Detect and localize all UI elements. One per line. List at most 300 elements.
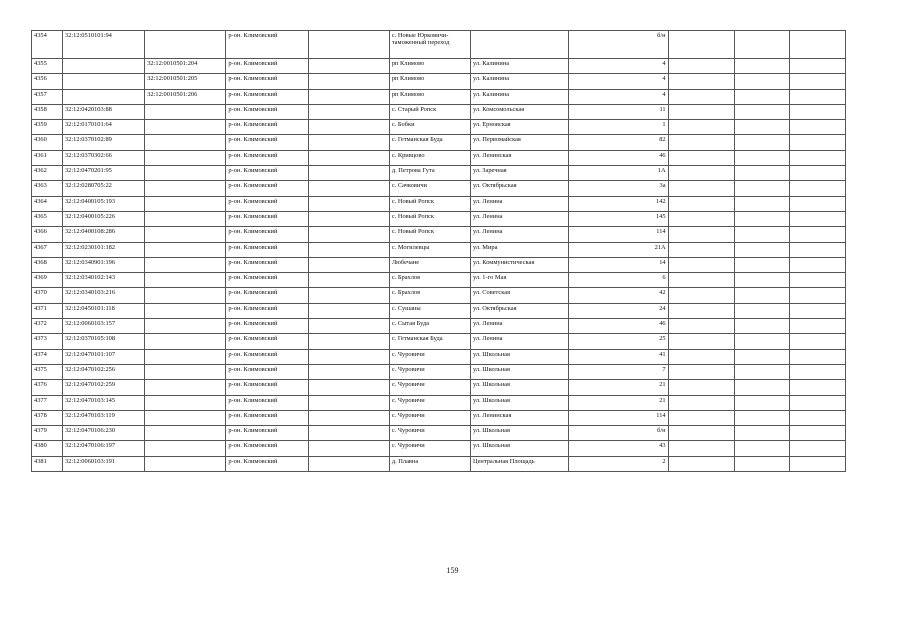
- cell-empty: [308, 334, 389, 349]
- cell-house-number: 114: [569, 227, 668, 242]
- cell-cadastral-number-building: [145, 273, 226, 288]
- cell-street: ул. Школьная: [470, 426, 568, 441]
- cell-empty: [308, 288, 389, 303]
- cell-street: ул. Ленина: [470, 227, 568, 242]
- cell-street: ул. Школьная: [470, 395, 568, 410]
- cell-empty: [668, 364, 734, 379]
- cell-cadastral-number: 32:12:0370302:66: [62, 150, 144, 165]
- cell-house-number: б/н: [569, 426, 668, 441]
- cell-empty: [668, 441, 734, 456]
- cell-settlement: с. Чуровичи: [389, 395, 470, 410]
- cell-record-id: 4362: [32, 166, 63, 181]
- cell-empty: [308, 211, 389, 226]
- cell-district: р-он. Климовский: [226, 120, 308, 135]
- table-row: [32, 426, 846, 441]
- cell-empty: [790, 364, 846, 379]
- cell-record-id: 4366: [32, 227, 63, 242]
- cell-house-number: 43: [569, 441, 668, 456]
- cell-empty: [734, 211, 790, 226]
- cell-empty: [790, 395, 846, 410]
- cell-cadastral-number-building: [145, 227, 226, 242]
- cell-cadastral-number: 32:12:0370105:108: [62, 334, 144, 349]
- cell-empty: [734, 410, 790, 425]
- cell-empty: [734, 227, 790, 242]
- cell-empty: [308, 181, 389, 196]
- cell-empty: [790, 456, 846, 471]
- cell-street: ул. Ленина: [470, 211, 568, 226]
- cell-empty: [308, 166, 389, 181]
- cell-empty: [668, 59, 734, 74]
- cell-empty: [668, 334, 734, 349]
- cell-empty: [734, 166, 790, 181]
- cell-empty: [308, 257, 389, 272]
- cell-settlement: с. Бобки: [389, 120, 470, 135]
- cell-empty: [668, 181, 734, 196]
- cell-empty: [308, 349, 389, 364]
- cell-settlement: рп Климово: [389, 89, 470, 104]
- cell-record-id: 4376: [32, 380, 63, 395]
- cell-house-number: 4: [569, 74, 668, 89]
- cell-house-number: 145: [569, 211, 668, 226]
- cell-empty: [668, 120, 734, 135]
- cell-settlement: с. Новый Ропск: [389, 227, 470, 242]
- cell-district: р-он. Климовский: [226, 74, 308, 89]
- table-row: [32, 104, 846, 119]
- cell-street: ул. Ленина: [470, 319, 568, 334]
- table-row: [32, 349, 846, 364]
- cell-record-id: 4377: [32, 395, 63, 410]
- table-row: [32, 31, 846, 59]
- cell-empty: [734, 395, 790, 410]
- cell-cadastral-number-building: [145, 135, 226, 150]
- table-row: [32, 227, 846, 242]
- cell-empty: [734, 120, 790, 135]
- register-table: [31, 30, 846, 472]
- cell-empty: [668, 150, 734, 165]
- cell-district: р-он. Климовский: [226, 211, 308, 226]
- cell-empty: [734, 441, 790, 456]
- cell-empty: [668, 395, 734, 410]
- table-row: [32, 334, 846, 349]
- cell-cadastral-number: 32:12:0470103:119: [62, 410, 144, 425]
- cell-district: р-он. Климовский: [226, 59, 308, 74]
- table-row: [32, 166, 846, 181]
- cell-empty: [790, 242, 846, 257]
- table-row: [32, 196, 846, 211]
- cell-empty: [790, 288, 846, 303]
- cell-cadastral-number: 32:12:0450101:118: [62, 303, 144, 318]
- cell-street: ул. Первомайская: [470, 135, 568, 150]
- cell-empty: [308, 150, 389, 165]
- cell-record-id: 4355: [32, 59, 63, 74]
- cell-cadastral-number-building: [145, 319, 226, 334]
- cell-district: р-он. Климовский: [226, 395, 308, 410]
- cell-house-number: 25: [569, 334, 668, 349]
- cell-district: р-он. Климовский: [226, 456, 308, 471]
- cell-house-number: 41: [569, 349, 668, 364]
- cell-empty: [308, 364, 389, 379]
- cell-settlement: с. Чуровичи: [389, 410, 470, 425]
- cell-empty: [308, 410, 389, 425]
- cell-empty: [308, 273, 389, 288]
- table-row: [32, 364, 846, 379]
- table-row: [32, 120, 846, 135]
- cell-empty: [308, 196, 389, 211]
- cell-record-id: 4365: [32, 211, 63, 226]
- cell-house-number: б/н: [569, 31, 668, 59]
- cell-empty: [308, 74, 389, 89]
- cell-house-number: 6: [569, 273, 668, 288]
- cell-street: ул. Школьная: [470, 441, 568, 456]
- cell-cadastral-number: 32:12:0470201:95: [62, 166, 144, 181]
- cell-empty: [734, 89, 790, 104]
- cell-empty: [668, 104, 734, 119]
- cell-district: р-он. Климовский: [226, 227, 308, 242]
- cell-cadastral-number: 32:12:0060103:157: [62, 319, 144, 334]
- table-row: [32, 59, 846, 74]
- cell-empty: [790, 410, 846, 425]
- cell-empty: [308, 104, 389, 119]
- cell-cadastral-number-building: [145, 31, 226, 59]
- cell-house-number: 21А: [569, 242, 668, 257]
- cell-house-number: 21: [569, 380, 668, 395]
- cell-record-id: 4379: [32, 426, 63, 441]
- cell-house-number: 3а: [569, 181, 668, 196]
- cell-house-number: 11: [569, 104, 668, 119]
- cell-cadastral-number: 32:12:0340103:216: [62, 288, 144, 303]
- cell-settlement: с. Чуровичи: [389, 426, 470, 441]
- cell-street: ул. Ленина: [470, 196, 568, 211]
- cell-cadastral-number-building: [145, 181, 226, 196]
- cell-district: р-он. Климовский: [226, 104, 308, 119]
- cell-settlement: с. Сачковичи: [389, 181, 470, 196]
- cell-district: р-он. Климовский: [226, 319, 308, 334]
- table-row: [32, 257, 846, 272]
- cell-empty: [790, 150, 846, 165]
- cell-record-id: 4363: [32, 181, 63, 196]
- table-row: [32, 319, 846, 334]
- cell-street: ул. Школьная: [470, 349, 568, 364]
- cell-empty: [308, 319, 389, 334]
- cell-cadastral-number: [62, 89, 144, 104]
- cell-cadastral-number: 32:12:0060103:191: [62, 456, 144, 471]
- cell-empty: [734, 334, 790, 349]
- cell-empty: [734, 242, 790, 257]
- cell-record-id: 4372: [32, 319, 63, 334]
- cell-record-id: 4361: [32, 150, 63, 165]
- cell-record-id: 4375: [32, 364, 63, 379]
- cell-cadastral-number: 32:12:0170101:64: [62, 120, 144, 135]
- cell-district: р-он. Климовский: [226, 242, 308, 257]
- cell-street: ул. Ленинская: [470, 410, 568, 425]
- cell-settlement: с. Гетманская Буда: [389, 334, 470, 349]
- cell-cadastral-number-building: [145, 395, 226, 410]
- cell-cadastral-number-building: [145, 364, 226, 379]
- cell-cadastral-number: 32:12:0400108:286: [62, 227, 144, 242]
- cell-cadastral-number: 32:12:0280705:22: [62, 181, 144, 196]
- cell-house-number: 1: [569, 120, 668, 135]
- cell-record-id: 4357: [32, 89, 63, 104]
- cell-house-number: 42: [569, 288, 668, 303]
- cell-cadastral-number-building: [145, 211, 226, 226]
- cell-district: р-он. Климовский: [226, 334, 308, 349]
- cell-settlement: с. Новый Ропск: [389, 196, 470, 211]
- cell-district: р-он. Климовский: [226, 89, 308, 104]
- cell-empty: [734, 456, 790, 471]
- cell-street: ул. Октябрьская: [470, 303, 568, 318]
- cell-district: р-он. Климовский: [226, 257, 308, 272]
- cell-settlement: д. Плавна: [389, 456, 470, 471]
- cell-cadastral-number: 32:12:0400105:193: [62, 196, 144, 211]
- cell-cadastral-number-building: [145, 166, 226, 181]
- cell-cadastral-number: 32:12:0470102:259: [62, 380, 144, 395]
- cell-cadastral-number: 32:12:0470106:230: [62, 426, 144, 441]
- cell-cadastral-number-building: [145, 380, 226, 395]
- cell-street: ул. Ерновская: [470, 120, 568, 135]
- table-row: [32, 380, 846, 395]
- cell-empty: [790, 166, 846, 181]
- cell-record-id: 4373: [32, 334, 63, 349]
- cell-empty: [668, 380, 734, 395]
- cell-empty: [734, 196, 790, 211]
- cell-empty: [734, 257, 790, 272]
- cell-cadastral-number-building: [145, 242, 226, 257]
- cell-settlement: с. Чуровичи: [389, 380, 470, 395]
- cell-house-number: 21: [569, 395, 668, 410]
- cell-street: ул. Школьная: [470, 364, 568, 379]
- cell-district: р-он. Климовский: [226, 31, 308, 59]
- cell-district: р-он. Климовский: [226, 196, 308, 211]
- cell-settlement: с. Старый Ропск: [389, 104, 470, 119]
- cell-empty: [668, 257, 734, 272]
- cell-settlement: с. Брахлов: [389, 288, 470, 303]
- cell-empty: [308, 89, 389, 104]
- cell-district: р-он. Климовский: [226, 166, 308, 181]
- table-row: [32, 441, 846, 456]
- cell-empty: [668, 31, 734, 59]
- cell-empty: [308, 120, 389, 135]
- cell-record-id: 4378: [32, 410, 63, 425]
- cell-empty: [790, 74, 846, 89]
- cell-empty: [308, 395, 389, 410]
- cell-street: ул. Октябрьская: [470, 181, 568, 196]
- cell-house-number: 4: [569, 59, 668, 74]
- table-row: [32, 74, 846, 89]
- cell-empty: [668, 89, 734, 104]
- cell-empty: [668, 211, 734, 226]
- cell-district: р-он. Климовский: [226, 349, 308, 364]
- cell-district: р-он. Климовский: [226, 426, 308, 441]
- cell-house-number: 114: [569, 410, 668, 425]
- table-row: [32, 410, 846, 425]
- table-row: [32, 150, 846, 165]
- cell-empty: [734, 426, 790, 441]
- cell-settlement: с. Чуровичи: [389, 441, 470, 456]
- cell-empty: [734, 135, 790, 150]
- cell-empty: [668, 74, 734, 89]
- cell-street: ул. Калинина: [470, 89, 568, 104]
- cell-empty: [308, 456, 389, 471]
- cell-district: р-он. Климовский: [226, 303, 308, 318]
- cell-settlement: с. Сушаны: [389, 303, 470, 318]
- cell-street: ул. Советская: [470, 288, 568, 303]
- cell-record-id: 4356: [32, 74, 63, 89]
- cell-street: ул. Ленина: [470, 334, 568, 349]
- cell-empty: [790, 196, 846, 211]
- cell-house-number: 7: [569, 364, 668, 379]
- cell-empty: [668, 410, 734, 425]
- cell-record-id: 4369: [32, 273, 63, 288]
- cell-empty: [308, 31, 389, 59]
- cell-record-id: 4380: [32, 441, 63, 456]
- cell-empty: [308, 242, 389, 257]
- cell-district: р-он. Климовский: [226, 288, 308, 303]
- page-number: 159: [446, 566, 459, 575]
- cell-empty: [668, 303, 734, 318]
- cell-cadastral-number-building: [145, 334, 226, 349]
- table-row: [32, 135, 846, 150]
- cell-district: р-он. Климовский: [226, 441, 308, 456]
- cell-settlement: с. Чуровичи: [389, 364, 470, 379]
- cell-district: р-он. Климовский: [226, 273, 308, 288]
- cell-street: ул. 1-го Мая: [470, 273, 568, 288]
- cell-street: ул. Мира: [470, 242, 568, 257]
- cell-cadastral-number: 32:12:0340901:196: [62, 257, 144, 272]
- cell-empty: [668, 227, 734, 242]
- cell-empty: [734, 31, 790, 59]
- cell-district: р-он. Климовский: [226, 150, 308, 165]
- cell-empty: [668, 242, 734, 257]
- cell-empty: [790, 120, 846, 135]
- cell-empty: [734, 273, 790, 288]
- cell-street: ул. Калинина: [470, 74, 568, 89]
- register-table-body: [32, 31, 846, 472]
- cell-empty: [734, 319, 790, 334]
- cell-empty: [734, 380, 790, 395]
- cell-cadastral-number: [62, 59, 144, 74]
- cell-empty: [668, 196, 734, 211]
- cell-record-id: 4381: [32, 456, 63, 471]
- cell-district: р-он. Климовский: [226, 410, 308, 425]
- cell-cadastral-number: 32:12:0510101:94: [62, 31, 144, 59]
- cell-settlement: с. Новые Юрковичи-таможенный переход: [389, 31, 470, 59]
- cell-cadastral-number-building: [145, 288, 226, 303]
- cell-empty: [668, 273, 734, 288]
- cell-district: р-он. Климовский: [226, 181, 308, 196]
- cell-cadastral-number-building: [145, 456, 226, 471]
- cell-cadastral-number: 32:12:0400105:226: [62, 211, 144, 226]
- cell-cadastral-number: 32:12:0470102:256: [62, 364, 144, 379]
- cell-empty: [308, 441, 389, 456]
- cell-empty: [668, 288, 734, 303]
- cell-house-number: 142: [569, 196, 668, 211]
- table-row: [32, 456, 846, 471]
- cell-empty: [734, 74, 790, 89]
- cell-cadastral-number-building: [145, 104, 226, 119]
- cell-empty: [790, 89, 846, 104]
- cell-empty: [308, 380, 389, 395]
- cell-empty: [734, 288, 790, 303]
- table-row: [32, 273, 846, 288]
- cell-empty: [790, 31, 846, 59]
- cell-empty: [668, 426, 734, 441]
- cell-street: ул. Школьная: [470, 380, 568, 395]
- cell-empty: [734, 349, 790, 364]
- table-row: [32, 395, 846, 410]
- cell-street: ул. Ленинская: [470, 150, 568, 165]
- cell-cadastral-number: 32:12:0470101:107: [62, 349, 144, 364]
- cell-settlement: с. Новый Ропск: [389, 211, 470, 226]
- cell-settlement: с. Кривцово: [389, 150, 470, 165]
- cell-cadastral-number: 32:12:0470103:145: [62, 395, 144, 410]
- cell-cadastral-number-building: [145, 349, 226, 364]
- cell-house-number: 46: [569, 150, 668, 165]
- cell-house-number: 1А: [569, 166, 668, 181]
- table-row: [32, 288, 846, 303]
- cell-house-number: 2: [569, 456, 668, 471]
- cell-empty: [734, 59, 790, 74]
- table-row: [32, 211, 846, 226]
- cell-cadastral-number: 32:12:0420103:88: [62, 104, 144, 119]
- cell-empty: [308, 426, 389, 441]
- cell-empty: [790, 257, 846, 272]
- cell-empty: [790, 181, 846, 196]
- cell-cadastral-number-building: [145, 410, 226, 425]
- cell-cadastral-number: 32:12:0470106:197: [62, 441, 144, 456]
- table-row: [32, 303, 846, 318]
- cell-cadastral-number: 32:12:0230101:182: [62, 242, 144, 257]
- cell-cadastral-number-building: 32:12:0010501:205: [145, 74, 226, 89]
- cell-empty: [668, 349, 734, 364]
- cell-settlement: рп Климово: [389, 59, 470, 74]
- cell-cadastral-number-building: [145, 426, 226, 441]
- cell-street: ул. Комсомольская: [470, 104, 568, 119]
- cell-empty: [734, 364, 790, 379]
- table-row: [32, 89, 846, 104]
- cell-empty: [790, 426, 846, 441]
- cell-settlement: с. Чуровичи: [389, 349, 470, 364]
- cell-cadastral-number-building: [145, 257, 226, 272]
- cell-settlement: д. Петрова Гута: [389, 166, 470, 181]
- cell-house-number: 24: [569, 303, 668, 318]
- cell-empty: [668, 319, 734, 334]
- cell-cadastral-number-building: [145, 303, 226, 318]
- cell-district: р-он. Климовский: [226, 135, 308, 150]
- cell-empty: [790, 349, 846, 364]
- table-row: [32, 242, 846, 257]
- cell-empty: [790, 273, 846, 288]
- cell-cadastral-number-building: [145, 196, 226, 211]
- cell-street: ул. Калинина: [470, 59, 568, 74]
- cell-record-id: 4370: [32, 288, 63, 303]
- cell-cadastral-number-building: 32:12:0010501:206: [145, 89, 226, 104]
- cell-settlement: с. Брахлов: [389, 273, 470, 288]
- cell-settlement: рп Климово: [389, 74, 470, 89]
- cell-cadastral-number: 32:12:0340102:143: [62, 273, 144, 288]
- cell-empty: [668, 135, 734, 150]
- cell-cadastral-number-building: [145, 150, 226, 165]
- cell-empty: [790, 59, 846, 74]
- cell-cadastral-number: 32:12:0370102:89: [62, 135, 144, 150]
- cell-cadastral-number-building: [145, 441, 226, 456]
- cell-empty: [308, 303, 389, 318]
- cell-street: Центральная Площадь: [470, 456, 568, 471]
- cell-empty: [790, 104, 846, 119]
- cell-empty: [790, 135, 846, 150]
- cell-empty: [308, 135, 389, 150]
- cell-empty: [790, 334, 846, 349]
- cell-empty: [790, 227, 846, 242]
